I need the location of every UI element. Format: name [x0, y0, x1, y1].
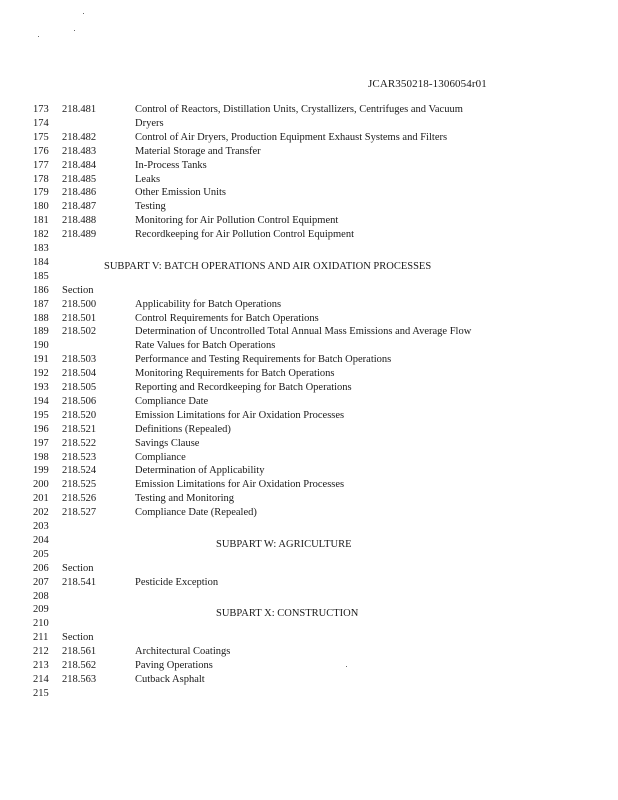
toc-line	[0, 492, 618, 506]
section-title: Compliance Date (Repealed)	[135, 507, 257, 519]
line-number: 203	[33, 521, 49, 532]
section-title: Testing	[135, 201, 166, 213]
line-number: 176	[33, 145, 49, 157]
toc-line	[0, 590, 618, 604]
section-number: 218.481	[62, 104, 97, 115]
line-number: 185	[33, 270, 49, 282]
line-number: 206	[33, 562, 49, 574]
line-number: 197	[33, 437, 49, 449]
line-number: 209	[33, 604, 49, 616]
section-column-heading: Section	[62, 562, 94, 574]
section-number: 218.504	[62, 368, 97, 380]
section-title: Applicability for Batch Operations	[135, 298, 282, 310]
section-number: 218.484	[62, 159, 97, 171]
line-number: 179	[33, 187, 49, 199]
toc-line	[0, 256, 618, 270]
section-number: 218.524	[62, 465, 97, 477]
section-title: Monitoring for Air Pollution Control Equipment	[135, 215, 339, 227]
section-number: 218.527	[62, 507, 97, 519]
line-number: 215	[33, 687, 49, 699]
line-number: 190	[33, 340, 49, 352]
line-number: 200	[33, 479, 49, 491]
line-number: 196	[33, 423, 49, 435]
line-number: 202	[33, 507, 49, 519]
toc-line	[0, 437, 618, 451]
section-number: 218.521	[62, 423, 97, 435]
section-number: 218.489	[62, 229, 97, 241]
section-title: Material Storage and Transfer	[135, 145, 261, 157]
line-number: 208	[33, 590, 49, 602]
toc-line	[0, 548, 618, 562]
scan-speck	[38, 36, 39, 37]
section-number: 218.505	[62, 382, 97, 393]
section-title: Leaks	[135, 173, 161, 185]
line-number: 210	[33, 618, 49, 630]
section-title: Compliance Date	[135, 395, 209, 407]
section-number: 218.502	[62, 326, 97, 338]
line-number: 173	[33, 104, 49, 115]
toc-line	[0, 423, 618, 437]
section-number: 218.561	[62, 646, 97, 658]
section-title: Monitoring Requirements for Batch Operations	[135, 368, 335, 380]
section-title: Reporting and Recordkeeping for Batch Operations	[135, 382, 352, 393]
toc-line	[0, 367, 618, 381]
section-number: 218.523	[62, 451, 97, 463]
section-number: 218.526	[62, 493, 97, 505]
subpart-heading: SUBPART V: BATCH OPERATIONS AND AIR OXIDATION PROCESSES	[104, 260, 432, 272]
line-number: 198	[33, 451, 49, 463]
section-title: Savings Clause	[135, 437, 200, 449]
section-title: Emission Limitations for Air Oxidation Processes	[135, 409, 345, 421]
toc-line	[0, 103, 618, 117]
line-number: 188	[33, 312, 49, 324]
section-title: Determination of Uncontrolled Total Annual Mass Emissions and Average Flow	[135, 326, 472, 338]
line-number: 184	[33, 256, 49, 268]
toc-line	[0, 659, 618, 673]
section-number: 218.486	[62, 187, 97, 199]
toc-line	[0, 353, 618, 367]
line-number: 205	[33, 548, 49, 560]
section-title: Pesticide Exception	[135, 576, 219, 588]
section-title: Compliance	[135, 451, 186, 463]
toc-line	[0, 617, 618, 631]
toc-line	[0, 464, 618, 478]
section-column-heading: Section	[62, 632, 94, 644]
line-number: 183	[33, 243, 49, 254]
section-number: 218.562	[62, 660, 97, 671]
line-number: 174	[33, 117, 49, 129]
line-number: 191	[33, 354, 49, 366]
toc-line	[0, 381, 618, 395]
section-title: Definitions (Repealed)	[135, 423, 231, 435]
line-number: 181	[33, 215, 49, 227]
toc-line	[0, 298, 618, 312]
section-title: Dryers	[135, 117, 164, 129]
line-number: 204	[33, 534, 49, 546]
toc-line	[0, 534, 618, 548]
section-number: 218.501	[62, 312, 97, 324]
section-number: 218.541	[62, 576, 97, 588]
section-title: Control of Reactors, Distillation Units, Crystallizers, Centrifuges and Vacuum	[135, 104, 463, 115]
section-title: Paving Operations	[135, 660, 213, 671]
line-number: 211	[33, 632, 49, 644]
document-id: JCAR350218-1306054r01	[368, 78, 487, 90]
toc-line	[0, 312, 618, 326]
toc-line	[0, 576, 618, 590]
section-title: Recordkeeping for Air Pollution Control Equipment	[135, 229, 355, 241]
toc-line	[0, 562, 618, 576]
toc-line	[0, 520, 618, 534]
scan-speck	[74, 30, 75, 31]
line-number: 212	[33, 646, 49, 658]
line-number: 207	[33, 576, 49, 588]
section-number: 218.482	[62, 131, 97, 143]
line-number: 175	[33, 131, 49, 143]
toc-line	[0, 117, 618, 131]
section-number: 218.503	[62, 354, 97, 366]
toc-line	[0, 409, 618, 423]
toc-line	[0, 603, 618, 620]
section-number: 218.522	[62, 437, 97, 449]
line-number: 177	[33, 159, 49, 171]
toc-line	[0, 673, 618, 687]
toc-line	[0, 478, 618, 492]
section-title: Performance and Testing Requirements for Batch Operations	[135, 354, 392, 366]
toc-line	[0, 687, 618, 701]
section-title: Architectural Coatings	[135, 646, 231, 658]
toc-line	[0, 131, 618, 145]
section-title: Rate Values for Batch Operations	[135, 340, 276, 352]
toc-line	[0, 325, 618, 339]
line-number: 189	[33, 326, 49, 338]
scan-speck	[83, 13, 84, 14]
section-title: Emission Limitations for Air Oxidation Processes	[135, 479, 345, 491]
section-number: 218.506	[62, 395, 97, 407]
line-number: 187	[33, 298, 49, 310]
line-number: 199	[33, 465, 49, 477]
toc-line	[0, 645, 618, 659]
section-number: 218.485	[62, 173, 97, 185]
subpart-heading: SUBPART X: CONSTRUCTION	[216, 608, 359, 620]
section-number: 218.563	[62, 673, 97, 685]
toc-line	[0, 214, 618, 228]
toc-line	[0, 145, 618, 159]
section-title: In-Process Tanks	[135, 159, 207, 171]
toc-line	[0, 284, 618, 298]
section-title: Control Requirements for Batch Operations	[135, 312, 319, 324]
section-title: Other Emission Units	[135, 187, 226, 199]
line-number: 201	[33, 493, 49, 505]
line-number: 192	[33, 368, 49, 380]
toc-line	[0, 200, 618, 214]
toc-line	[0, 395, 618, 409]
line-number: 182	[33, 229, 49, 241]
section-number: 218.525	[62, 479, 97, 491]
section-number: 218.488	[62, 215, 97, 227]
line-number: 195	[33, 409, 49, 421]
line-number: 213	[33, 660, 49, 671]
line-number: 186	[33, 284, 49, 296]
section-title: Testing and Monitoring	[135, 493, 235, 505]
line-number: 180	[33, 201, 49, 213]
line-number: 193	[33, 382, 49, 393]
subpart-heading: SUBPART W: AGRICULTURE	[216, 538, 352, 550]
toc-line	[0, 270, 618, 284]
line-number: 214	[33, 673, 49, 685]
section-title: Cutback Asphalt	[135, 673, 205, 685]
toc-line	[0, 228, 618, 242]
section-column-heading: Section	[62, 284, 94, 296]
toc-line	[0, 506, 618, 520]
toc-line	[0, 173, 618, 187]
section-number: 218.520	[62, 409, 97, 421]
toc-line	[0, 339, 618, 353]
section-number: 218.483	[62, 145, 97, 157]
toc-line	[0, 186, 618, 200]
section-title: Control of Air Dryers, Production Equipment Exhaust Systems and Filters	[135, 131, 448, 143]
section-number: 218.487	[62, 201, 97, 213]
section-title: Determination of Applicability	[135, 465, 265, 477]
toc-line	[0, 451, 618, 465]
line-number: 178	[33, 173, 49, 185]
section-number: 218.500	[62, 298, 97, 310]
toc-line	[0, 631, 618, 645]
toc-line	[0, 159, 618, 173]
toc-line	[0, 242, 618, 256]
line-number: 194	[33, 395, 49, 407]
